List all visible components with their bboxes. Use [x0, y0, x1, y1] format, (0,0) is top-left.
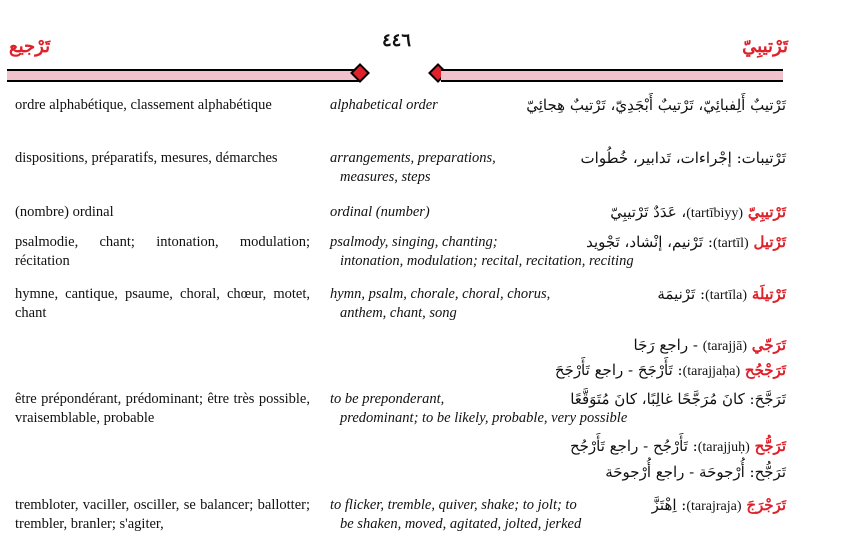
header-rule-left [7, 69, 360, 82]
english-definition [330, 149, 496, 187]
french-definition: ordre alphabétique, classement alphabétique [15, 97, 272, 113]
arabic-text: تَرَجَّحَ: كانَ مُرَجَّحًا غالِبًا، كانَ مُتَوَقَّعًا [570, 390, 786, 408]
arabic-headword [634, 336, 786, 356]
transliteration: (tarajjaḥa) [682, 364, 741, 379]
header-left-word: تَرْجيع [9, 36, 51, 57]
english-line: hymn, psalm, chorale, choral, chorus, [330, 286, 551, 302]
arabic-text: تَرْتيبات: إجْراءات، تَدابير، خُطُوات [580, 149, 786, 167]
arabic-headword [652, 496, 786, 516]
arabic-headword-red: تَرْتيبِيّ [747, 203, 786, 221]
arabic-headword [657, 285, 786, 305]
english-line: intonation, modulation; recital, recitation, reciting [340, 253, 634, 269]
english-line: be shaken, moved, agitated, jolted, jerked [340, 516, 582, 532]
arabic-headword [581, 149, 786, 168]
page-number: ٤٤٦ [382, 30, 412, 51]
arabic-text: تَرَجُّح: أُرْجوحَة - راجع أُرْجوحَة [605, 463, 786, 481]
french-definition: être prépondérant, prédominant; être très possible, vraisemblable, probable [15, 391, 310, 426]
english-definition [330, 285, 550, 323]
french-definition: (nombre) ordinal [15, 204, 114, 220]
arabic-headword-red: تَرْتيل [753, 233, 786, 251]
english-definition [330, 496, 581, 534]
french-definition: hymne, cantique, psaume, choral, chœur, motet, chant [15, 286, 310, 321]
arabic-headword [610, 203, 786, 223]
english-line: to be preponderant, [330, 391, 445, 407]
arabic-headword [586, 233, 786, 253]
arabic-headword [570, 437, 786, 457]
arabic-text: : تَأَرْجَحَ - راجع تَأَرْجَحَ [554, 361, 683, 379]
arabic-text: - راجع رَجَا [633, 336, 703, 354]
arabic-text: ، عَدَدٌ تَرْتيبِيّ [610, 203, 687, 221]
english-line: to flicker, tremble, quiver, shake; to jolt; to [330, 497, 577, 513]
arabic-headword [526, 96, 786, 115]
transliteration: (tarajraja) [686, 499, 742, 514]
english-line: anthem, chant, song [340, 305, 457, 321]
arabic-headword-red: تَرَجْجُح [744, 361, 786, 379]
arabic-headword [555, 361, 786, 381]
transliteration: (tartīl) [712, 236, 749, 251]
english-line: psalmody, singing, chanting; [330, 234, 498, 250]
transliteration: (tarajjuḥ) [697, 440, 750, 455]
arabic-headword-red: تَرَجْرَجَ [746, 496, 786, 514]
english-definition [330, 96, 438, 115]
arabic-headword [570, 390, 786, 409]
french-definition: dispositions, préparatifs, mesures, démarches [15, 150, 278, 166]
english-line: measures, steps [340, 169, 431, 185]
french-definition: trembloter, vaciller, osciller, se balancer; ballotter; trembler, branler; s'agiter, [15, 497, 310, 532]
english-line: predominant; to be likely, probable, very possible [340, 410, 628, 426]
transliteration: (tartībiyy) [686, 206, 744, 221]
french-definition: psalmodie, chant; intonation, modulation; récitation [15, 234, 310, 269]
english-definition [330, 203, 430, 222]
english-line: ordinal (number) [330, 204, 430, 220]
arabic-text: : تَرْنيم، إنْشاد، تَجْويد [586, 233, 713, 251]
arabic-headword-red: تَرَجُّح [754, 437, 786, 455]
arabic-headword [605, 463, 786, 482]
arabic-text: : تَأَرْجُح - راجع تَأَرْجُح [569, 437, 698, 455]
transliteration: (tartīla) [705, 288, 748, 303]
header-right-word: تَرْتيبِيّ [742, 36, 788, 57]
header-rule-right [441, 69, 783, 82]
arabic-headword-red: تَرَجّي [751, 336, 786, 354]
english-line: arrangements, preparations, [330, 150, 496, 166]
english-line: alphabetical order [330, 97, 438, 113]
arabic-text: : اِهْتَزَّ [651, 496, 687, 514]
arabic-text: : تَرْنيمَة [657, 285, 706, 303]
arabic-text: تَرْتيبٌ أَلِفبائِيّ، تَرْتيبٌ أَبْجَدِيّ، تَرْتيبٌ هِجائِيّ [526, 96, 786, 114]
arabic-headword-red: تَرْتيلَة [751, 285, 786, 303]
transliteration: (tarajjā) [702, 339, 747, 354]
